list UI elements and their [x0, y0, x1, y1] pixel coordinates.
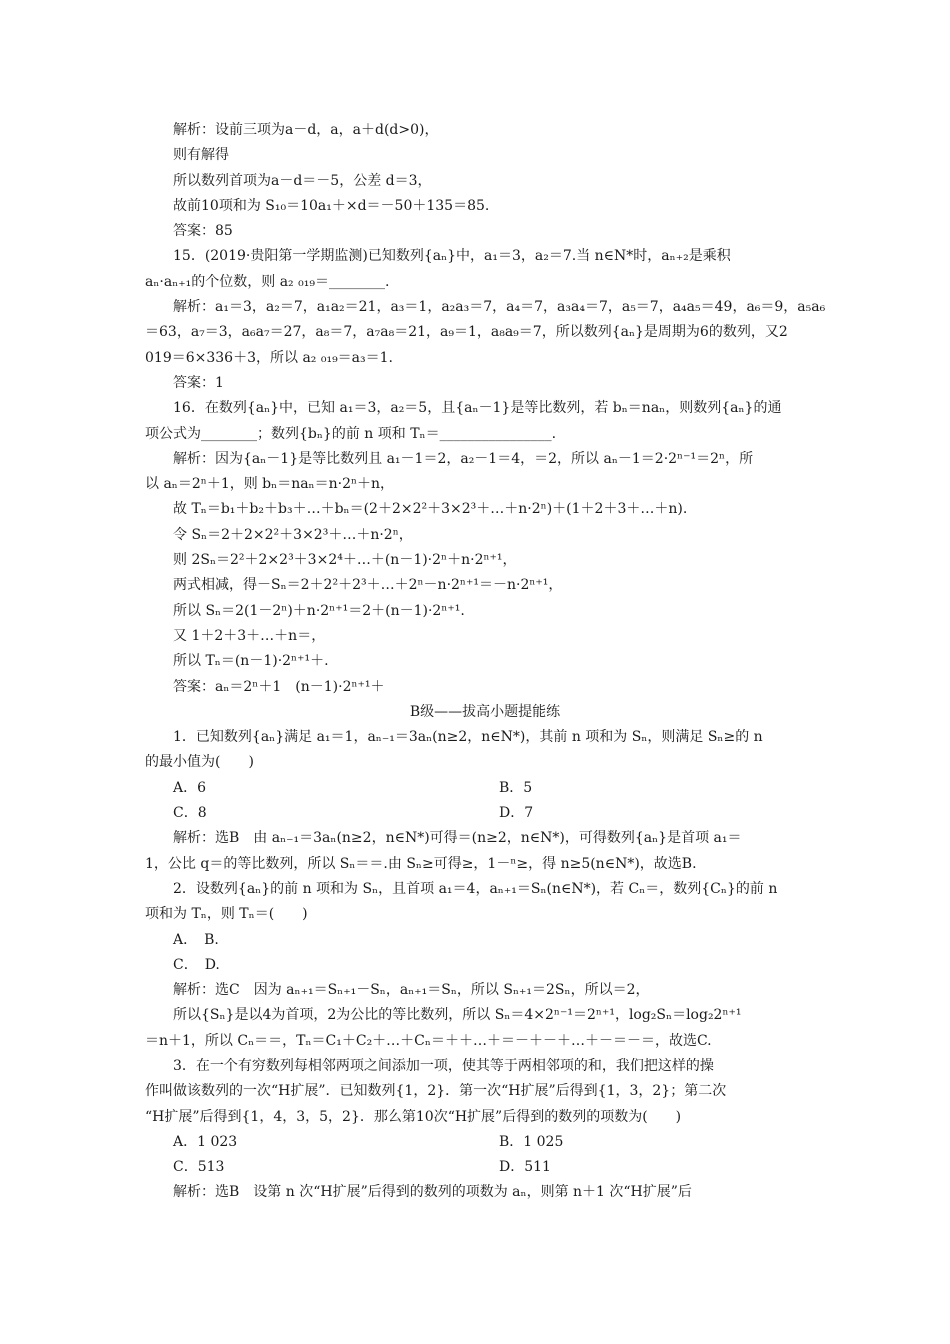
- option-item: C．513: [173, 1159, 225, 1176]
- text-line: 15．(2019·贵阳第一学期监测)已知数列{aₙ}中，a₁＝3，a₂＝7.当 n∈N*时，aₙ₊₂是乘积: [173, 248, 731, 265]
- text-line: 解析：选B 由 aₙ₋₁＝3aₙ(n≥2，n∈N*)可得＝(n≥2，n∈N*)，可得数列{aₙ}是首项 a₁＝: [173, 830, 742, 847]
- document-page: [145, 118, 825, 1206]
- option-item: D．7: [499, 805, 534, 822]
- text-line: C． D.: [173, 956, 220, 973]
- text-line: 则 2Sₙ＝2²＋2×2³＋3×2⁴＋…＋(n－1)·2ⁿ＋n·2ⁿ⁺¹，: [173, 552, 517, 569]
- text-line: 令 Sₙ＝2＋2×2²＋3×2³＋…＋n·2ⁿ，: [173, 526, 413, 543]
- option-item: D．511: [499, 1159, 551, 1176]
- option-row: [145, 1130, 825, 1155]
- text-line: 解析：a₁＝3，a₂＝7，a₁a₂＝21，a₃＝1，a₂a₃＝7，a₄＝7，a₃a₄＝7，a₅＝7，a₄a₅＝49，a₆＝9，a₅a₆: [173, 299, 825, 316]
- text-line: ＝63，a₇＝3，a₆a₇＝27，a₈＝7，a₇a₈＝21，a₉＝1，a₈a₉＝7，所以数列{aₙ}是周期为6的数列，又2: [145, 324, 788, 341]
- text-line: 两式相减，得－Sₙ＝2＋2²＋2³＋…＋2ⁿ－n·2ⁿ⁺¹＝－n·2ⁿ⁺¹，: [173, 577, 563, 594]
- option-row: [145, 1155, 825, 1180]
- text-line: 16．在数列{aₙ}中，已知 a₁＝3，a₂＝5，且{aₙ－1}是等比数列，若 bₙ＝naₙ，则数列{aₙ}的通: [173, 400, 782, 417]
- text-line: 所以{Sₙ}是以4为首项，2为公比的等比数列，所以 Sₙ＝4×2ⁿ⁻¹＝2ⁿ⁺¹，log₂Sₙ＝log₂2ⁿ⁺¹: [173, 1007, 742, 1024]
- text-line: 的最小值为( ): [145, 754, 254, 771]
- text-line: aₙ·aₙ₊₁的个位数，则 a₂ ₀₁₉＝________.: [145, 273, 390, 290]
- option-item: C．8: [173, 805, 207, 822]
- option-item: B．1 025: [499, 1133, 564, 1150]
- text-line: 解析：选C 因为 aₙ₊₁＝Sₙ₊₁－Sₙ，aₙ₊₁＝Sₙ，所以 Sₙ₊₁＝2Sₙ，所以＝2，: [173, 982, 650, 999]
- text-line: 所以 Sₙ＝2(1－2ⁿ)＋n·2ⁿ⁺¹＝2＋(n－1)·2ⁿ⁺¹.: [173, 602, 465, 619]
- option-item: A．6: [173, 779, 207, 796]
- text-line: 所以数列首项为a－d＝－5，公差 d＝3，: [173, 172, 432, 189]
- text-line: 作叫做该数列的一次“H扩展”．已知数列{1，2}．第一次“H扩展”后得到{1，3，2}；第二次: [145, 1083, 727, 1100]
- text-line: 则有解得: [173, 147, 229, 164]
- text-line: 1．已知数列{aₙ}满足 a₁＝1，aₙ₋₁＝3aₙ(n≥2，n∈N*)，其前 n 项和为 Sₙ，则满足 Sₙ≥的 n: [173, 729, 763, 746]
- text-line: 又 1＋2＋3＋…＋n＝，: [173, 627, 326, 644]
- text-line: 3．在一个有穷数列每相邻两项之间添加一项，使其等于两相邻项的和，我们把这样的操: [173, 1057, 714, 1074]
- section-heading: B级——拔高小题提能练: [409, 703, 561, 720]
- text-line: 答案：1: [173, 374, 224, 391]
- option-item: A．1 023: [173, 1133, 238, 1150]
- text-line: 019＝6×336＋3，所以 a₂ ₀₁₉＝a₃＝1.: [145, 349, 394, 366]
- text-line: 解析：选B 设第 n 次“H扩展”后得到的数列的项数为 aₙ，则第 n＋1 次“H扩展”后: [173, 1184, 692, 1201]
- text-line: 解析：因为{aₙ－1}是等比数列且 a₁－1＝2，a₂－1＝4，＝2，所以 aₙ－1＝2·2ⁿ⁻¹＝2ⁿ，所: [173, 450, 754, 467]
- text-line: 项公式为________；数列{bₙ}的前 n 项和 Tₙ＝________________.: [145, 425, 557, 442]
- option-row: [145, 801, 825, 826]
- text-line: 解析：设前三项为a－d，a，a＋d(d>0)，: [173, 122, 439, 138]
- text-line: 以 aₙ＝2ⁿ＋1，则 bₙ＝naₙ＝n·2ⁿ＋n，: [145, 476, 395, 493]
- text-line: 2．设数列{aₙ}的前 n 项和为 Sₙ，且首项 a₁＝4，aₙ₊₁＝Sₙ(n∈N*)，若 Cₙ＝，数列{Cₙ}的前 n: [173, 880, 778, 897]
- text-line: A． B.: [173, 931, 219, 948]
- text-line: “H扩展”后得到{1，4，3，5，2}．那么第10次“H扩展”后得到的数列的项数为( ): [145, 1108, 682, 1125]
- option-item: B．5: [499, 779, 533, 796]
- text-line: 答案：85: [173, 223, 233, 240]
- text-line: 所以 Tₙ＝(n－1)·2ⁿ⁺¹＋.: [173, 653, 329, 670]
- text-line: 故 Tₙ＝b₁＋b₂＋b₃＋…＋bₙ＝(2＋2×2²＋3×2³＋…＋n·2ⁿ)＋(1＋2＋3＋…＋n).: [173, 501, 688, 518]
- option-row: [145, 776, 825, 801]
- text-line: 故前10项和为 S₁₀＝10a₁＋×d＝－50＋135＝85.: [173, 197, 490, 214]
- text-line: 答案：aₙ＝2ⁿ＋1 (n－1)·2ⁿ⁺¹＋: [173, 678, 385, 695]
- text-line: ＝n＋1，所以 Cₙ＝＝，Tₙ＝C₁＋C₂＋…＋Cₙ＝＋＋…＋＝－＋－＋…＋－＝－＝，故选C.: [145, 1032, 712, 1049]
- text-line: 1，公比 q＝的等比数列，所以 Sₙ＝＝.由 Sₙ≥可得≥，1－ⁿ≥，得 n≥5(n∈N*)，故选B.: [145, 855, 697, 872]
- text-line: 项和为 Tₙ，则 Tₙ＝( ): [145, 906, 308, 923]
